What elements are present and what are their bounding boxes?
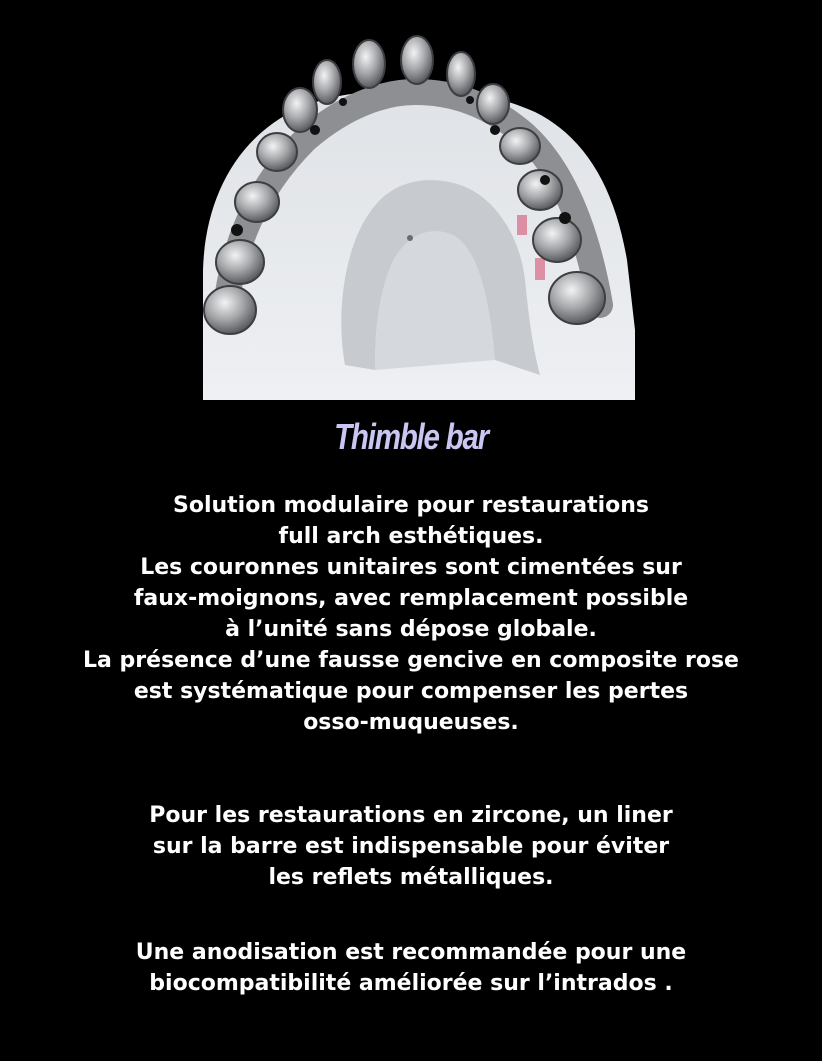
paragraph-zircone bbox=[0, 800, 822, 893]
text-line: osso-muqueuses. bbox=[303, 710, 519, 735]
text-line: Pour les restaurations en zircone, un liner bbox=[149, 803, 673, 828]
text-line: Une anodisation est recommandée pour une bbox=[135, 940, 687, 965]
paragraph-anodisation bbox=[0, 937, 822, 999]
text-line: Solution modulaire pour restaurations bbox=[172, 493, 649, 518]
text-line: les reflets métalliques. bbox=[268, 865, 554, 890]
text-line: est systématique pour compenser les pertes bbox=[133, 679, 689, 704]
dental-arch-photo bbox=[195, 30, 635, 400]
text-line: La présence d’une fausse gencive en composite rose bbox=[83, 648, 739, 673]
text-line: à l’unité sans dépose globale. bbox=[225, 617, 597, 642]
text-line: full arch esthétiques. bbox=[278, 524, 544, 549]
paragraph-description bbox=[0, 490, 822, 738]
text-line: sur la barre est indispensable pour éviter bbox=[152, 834, 670, 859]
text-line: Les couronnes unitaires sont cimentées sur bbox=[140, 555, 682, 580]
text-line: faux-moignons, avec remplacement possible bbox=[133, 586, 689, 611]
text-line: biocompatibilité améliorée sur l’intrados . bbox=[149, 971, 673, 996]
page-title: Thimble bar bbox=[334, 416, 488, 457]
